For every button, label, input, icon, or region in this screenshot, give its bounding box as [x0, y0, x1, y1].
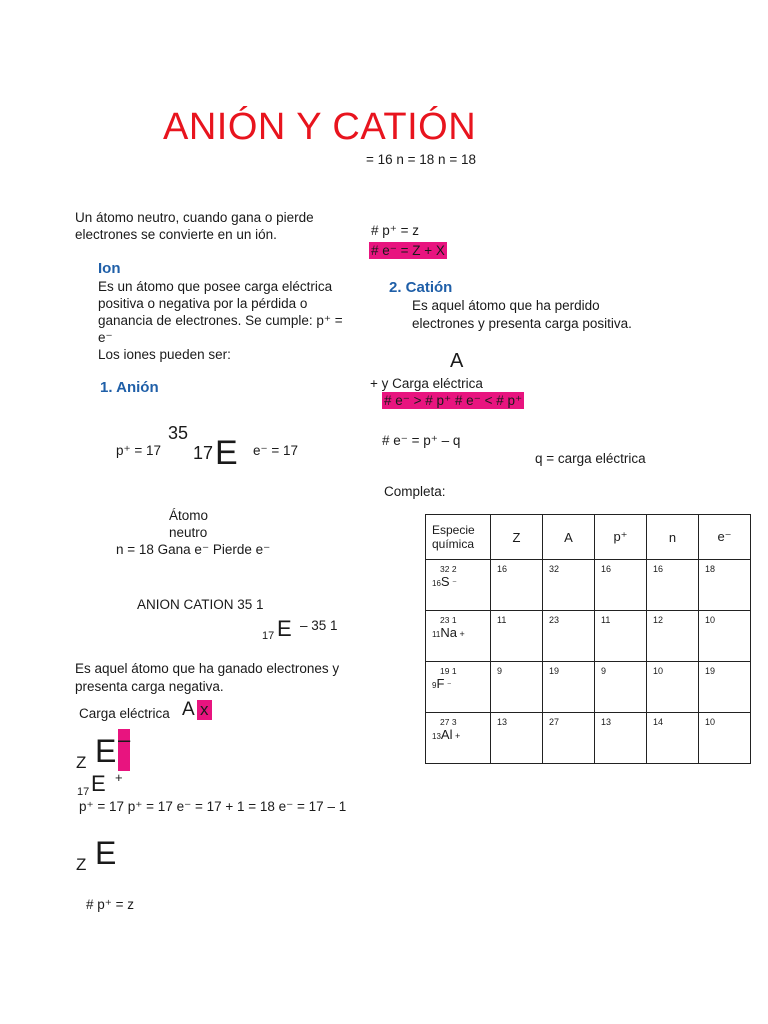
ion-table: [425, 514, 751, 764]
anion-def-2: presenta carga negativa.: [75, 679, 224, 694]
cell-n: 14: [647, 713, 699, 764]
neutral-atom-2: neutro: [169, 525, 208, 540]
anion-mass-number: 35: [168, 423, 189, 443]
page-title: ANIÓN Y CATIÓN: [163, 106, 477, 148]
cation-def-1: Es aquel átomo que ha perdido: [412, 298, 600, 313]
species-symbol: Al: [440, 727, 453, 742]
table-row: [426, 560, 751, 611]
q-definition: q = carga eléctrica: [535, 451, 646, 466]
cell-e: 10: [699, 713, 751, 764]
anion-electrons: e⁻ = 17: [253, 443, 299, 458]
species-mass-charge: 32 2: [440, 564, 457, 574]
anion-heading: 1. Anión: [100, 379, 159, 396]
species-charge: +: [459, 629, 465, 639]
species-cell: [426, 662, 491, 713]
calc-line: p⁺ = 17 p⁺ = 17 e⁻ = 17 + 1 = 18 e⁻ = 17 – 1: [79, 799, 347, 814]
header-especie: Especie química: [426, 515, 491, 560]
header-e: e⁻: [699, 515, 751, 560]
table-row: [426, 611, 751, 662]
ion-line-1: Es un átomo que posee carga eléctrica: [98, 279, 333, 294]
species-charge: +: [454, 731, 461, 741]
cation-atomic-number: 17: [77, 786, 90, 798]
cell-Z: 9: [491, 662, 543, 713]
ion-line-3: ganancia de electrones. Se cumple: p⁺ =: [98, 313, 343, 328]
ze-Z: Z: [76, 753, 87, 772]
cell-A: 27: [543, 713, 595, 764]
cation-formula: # e⁻ = p⁺ – q: [382, 433, 461, 448]
ze-E: E: [95, 733, 117, 769]
ion-line-4: e⁻: [98, 330, 113, 345]
header-Z: Z: [491, 515, 543, 560]
table-row: [426, 713, 751, 764]
ion-line-2: positiva o negativa por la pérdida o: [98, 296, 308, 311]
cation-plus: +: [115, 770, 123, 785]
ion-element-symbol: E: [277, 616, 292, 641]
header-n: n: [647, 515, 699, 560]
species-atomic-number: 9: [432, 681, 437, 690]
cation-heading: 2. Catión: [389, 279, 453, 296]
z2-Z: Z: [76, 855, 87, 874]
charge-x: x: [197, 700, 212, 720]
cell-p: 11: [595, 611, 647, 662]
cell-Z: 16: [491, 560, 543, 611]
cation-A: A: [450, 350, 464, 372]
cation-charge-line: + y Carga eléctrica: [370, 376, 483, 391]
cell-e: 18: [699, 560, 751, 611]
species-symbol: F: [436, 676, 445, 691]
ion-superscript: – 35 1: [300, 618, 338, 633]
completa-label: Completa:: [384, 484, 446, 499]
species-cell: [426, 560, 491, 611]
species-symbol: Na: [440, 625, 457, 640]
anion-atomic-number: 17: [193, 443, 214, 463]
cell-A: 32: [543, 560, 595, 611]
header-p: p⁺: [595, 515, 647, 560]
charge-A: A: [182, 699, 195, 720]
species-charge: ⁻: [446, 680, 452, 690]
header-A: A: [543, 515, 595, 560]
neutral-atom-1: Átomo: [169, 508, 209, 523]
cell-p: 16: [595, 560, 647, 611]
intro-line-1: Un átomo neutro, cuando gana o pierde: [75, 210, 314, 225]
table-row: [426, 662, 751, 713]
cell-e: 10: [699, 611, 751, 662]
e-equals-z-plus-x: # e⁻ = Z + X: [371, 243, 445, 258]
intro-line-2: electrones se convierte en un ión.: [75, 227, 277, 242]
p-equals-z-bottom: # p⁺ = z: [86, 897, 135, 912]
p-equals-z: # p⁺ = z: [371, 223, 420, 238]
species-atomic-number: 13: [432, 732, 441, 741]
table-header-row: [426, 515, 751, 560]
cell-Z: 11: [491, 611, 543, 662]
species-charge: ⁻: [452, 578, 457, 588]
cell-e: 19: [699, 662, 751, 713]
species-cell: [426, 713, 491, 764]
ion-line-5: Los iones pueden ser:: [98, 347, 231, 362]
anion-cation-line: ANION CATION 35 1: [137, 597, 264, 612]
ze-minus: –: [118, 729, 130, 771]
gain-lose-line: n = 18 Gana e⁻ Pierde e⁻: [116, 542, 271, 557]
cell-Z: 13: [491, 713, 543, 764]
anion-protons: p⁺ = 17: [116, 443, 162, 458]
cell-A: 23: [543, 611, 595, 662]
charge-label: Carga eléctrica: [79, 706, 170, 721]
anion-def-1: Es aquel átomo que ha ganado electrones y: [75, 661, 340, 676]
species-atomic-number: 16: [432, 579, 441, 588]
cell-n: 10: [647, 662, 699, 713]
species-mass-charge: 19 1: [440, 666, 457, 676]
cell-A: 19: [543, 662, 595, 713]
species-cell: [426, 611, 491, 662]
ion-atomic-number: 17: [262, 630, 275, 642]
electron-proton-compare: # e⁻ > # p⁺ # e⁻ < # p⁺: [384, 393, 523, 408]
species-mass-charge: 27 3: [440, 717, 457, 727]
ion-heading: Ion: [98, 260, 121, 277]
cell-n: 16: [647, 560, 699, 611]
species-symbol: S: [440, 574, 450, 589]
cell-p: 9: [595, 662, 647, 713]
anion-element-symbol: E: [215, 434, 238, 472]
cell-p: 13: [595, 713, 647, 764]
species-atomic-number: 11: [432, 630, 441, 639]
z2-E: E: [95, 835, 117, 871]
cation-def-2: electrones y presenta carga positiva.: [412, 316, 632, 331]
species-mass-charge: 23 1: [440, 615, 457, 625]
cell-n: 12: [647, 611, 699, 662]
top-numbers: = 16 n = 18 n = 18: [366, 152, 476, 167]
cation-element-symbol: E: [91, 771, 106, 796]
